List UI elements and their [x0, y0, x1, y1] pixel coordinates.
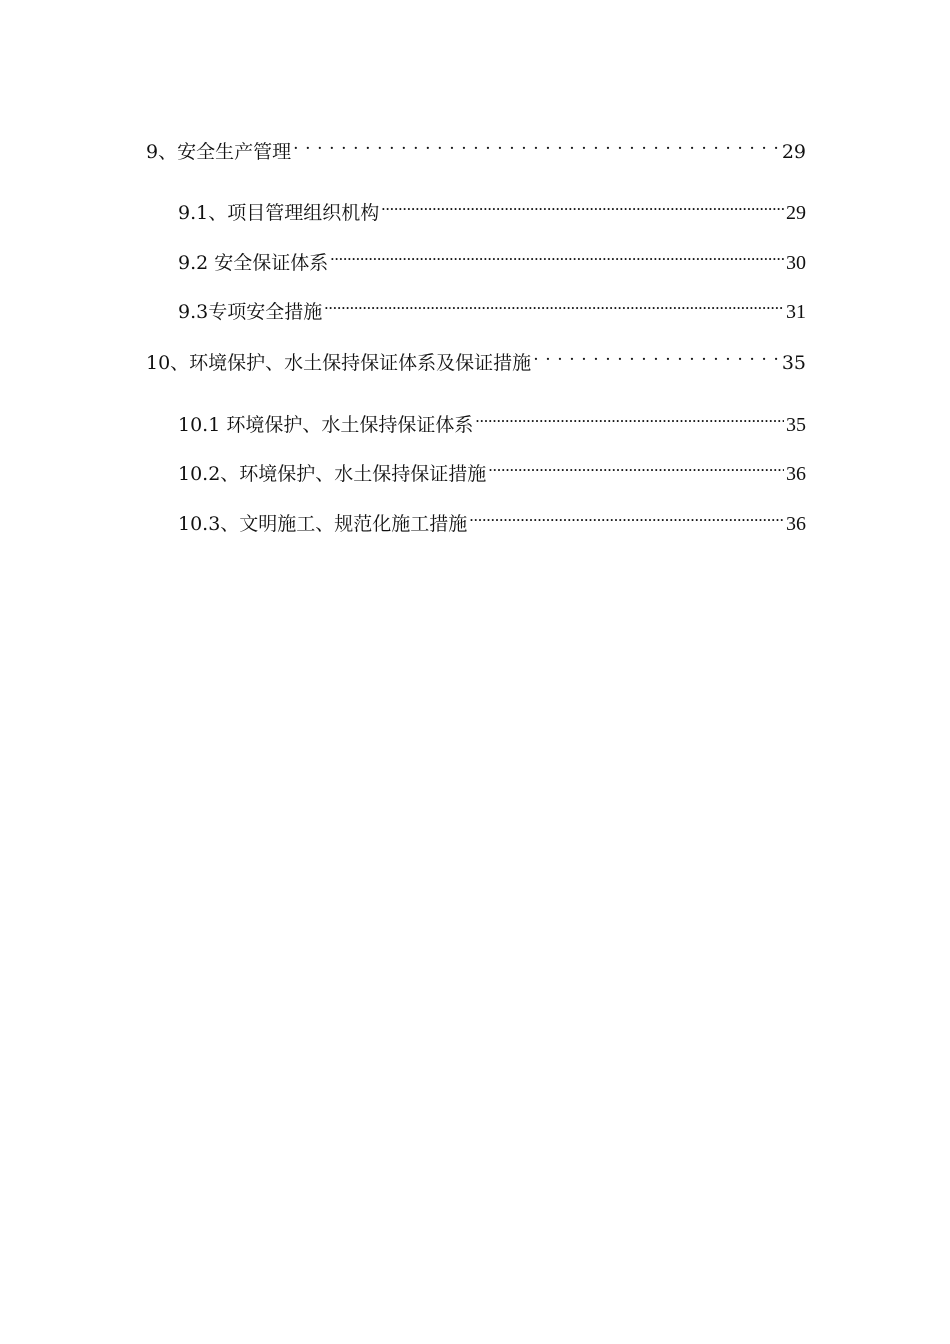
toc-entry-9[interactable]	[146, 140, 806, 164]
toc-page-number: 36	[786, 513, 806, 535]
toc-entry-9-3[interactable]	[178, 300, 806, 324]
toc-page-number: 36	[786, 463, 806, 485]
toc-entry-10-2[interactable]	[178, 462, 806, 486]
toc-entry-title: 10、环境保护、水土保持保证体系及保证措施	[146, 352, 532, 374]
toc-entry-10-1[interactable]	[178, 413, 806, 437]
toc-dot-leader	[324, 300, 784, 318]
toc-entry-title: 9.2 安全保证体系	[178, 252, 329, 274]
toc-dot-leader	[381, 201, 784, 219]
toc-entry-10[interactable]	[146, 351, 806, 375]
toc-entry-10-3[interactable]	[178, 512, 806, 536]
toc-entry-title: 9.3专项安全措施	[178, 301, 323, 323]
toc-page-number: 29	[781, 141, 806, 163]
toc-page-number: 29	[786, 202, 806, 224]
toc-dot-leader	[469, 512, 784, 530]
toc-entry-title: 9.1、项目管理组织机构	[178, 202, 380, 224]
toc-entry-9-2[interactable]	[178, 251, 806, 275]
toc-entry-title: 10.1 环境保护、水土保持保证体系	[178, 414, 474, 436]
toc-dot-leader	[488, 462, 784, 480]
toc-entry-9-1[interactable]	[178, 201, 806, 225]
toc-page-number: 35	[781, 352, 806, 374]
toc-dot-leader	[293, 140, 780, 158]
toc-entry-title: 9、安全生产管理	[146, 141, 292, 163]
toc-entry-title: 10.2、环境保护、水土保持保证措施	[178, 463, 487, 485]
toc-page-number: 31	[786, 301, 806, 323]
toc-dot-leader	[330, 251, 784, 269]
toc-dot-leader	[475, 413, 784, 431]
toc-page-number: 35	[786, 414, 806, 436]
toc-entry-title: 10.3、文明施工、规范化施工措施	[178, 513, 468, 535]
toc-page-number: 30	[786, 252, 806, 274]
toc-dot-leader	[533, 351, 780, 369]
